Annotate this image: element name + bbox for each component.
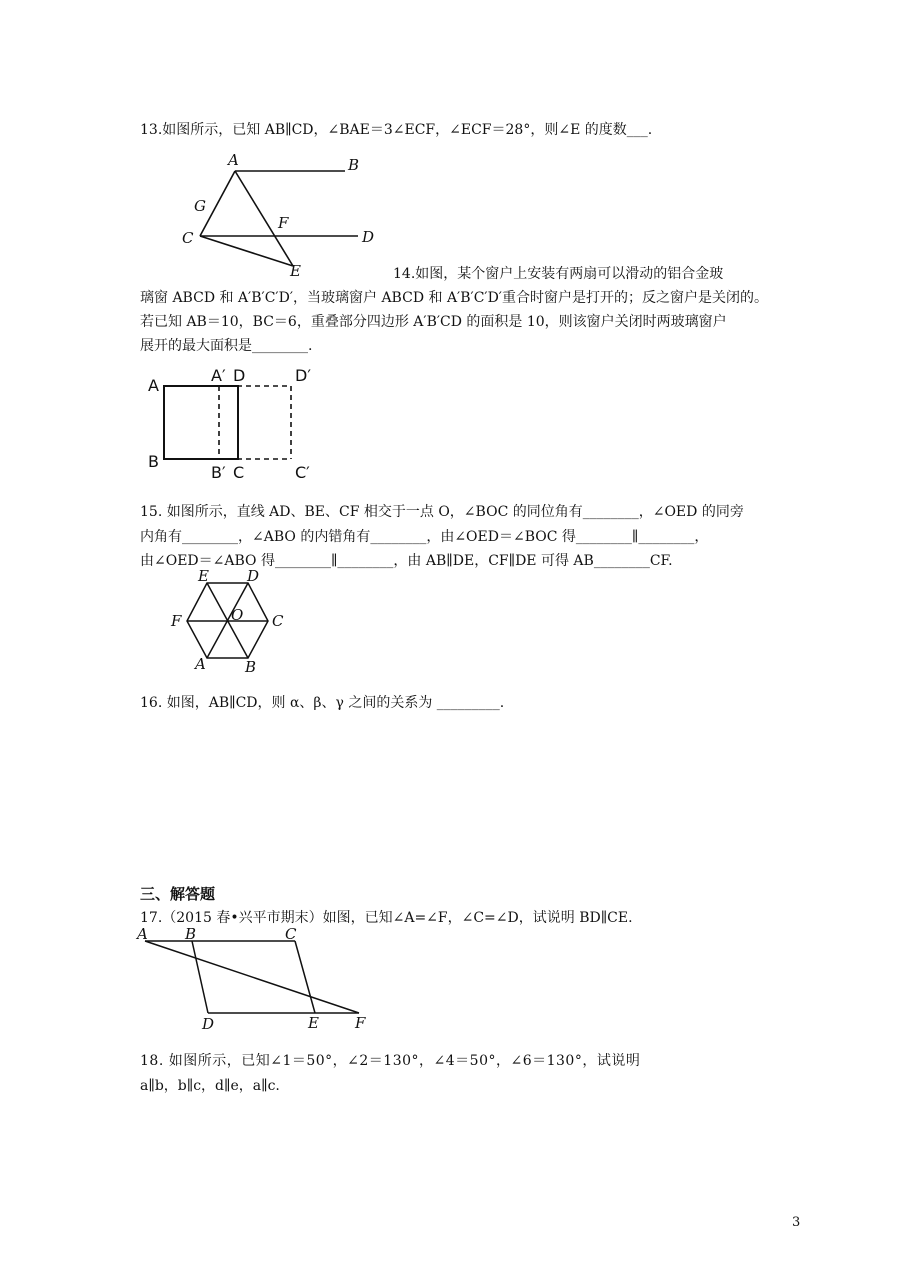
q13-label-e: E: [290, 262, 301, 280]
q14-label-c: C: [233, 463, 245, 482]
section-title: 三、解答题: [140, 885, 216, 903]
q15-hexagon-diagram: [165, 568, 290, 678]
q14-label-b: B: [148, 452, 159, 471]
q13-label-a: A: [228, 151, 239, 169]
q14-label-a: A: [148, 376, 159, 395]
q15-figure: [165, 568, 290, 678]
q17-line-bd: [192, 941, 208, 1013]
q14-label-d: D: [233, 366, 246, 385]
q15-line-1: 15. 如图所示，直线 AD、BE、CF 相交于一点 O，∠BOC 的同位角有________，∠OED 的同旁: [140, 504, 744, 520]
q16-text: 16. 如图，AB∥CD，则 α、β、γ 之间的关系为 _________.: [140, 695, 505, 711]
q18-line-1: 18. 如图所示，已知∠1＝50°，∠2＝130°，∠4＝50°，∠6＝130°，试说明: [140, 1053, 641, 1069]
q17-label-d: D: [202, 1015, 215, 1033]
q15-label-c: C: [272, 612, 284, 630]
q17-label-b: B: [185, 925, 197, 943]
q17-line-af: [145, 941, 359, 1013]
q14-label-b-prime: B′: [211, 463, 226, 482]
q13-line-ce: [200, 236, 293, 266]
q15-line-3: 由∠OED＝∠ABO 得________∥________，由 AB∥DE，CF∥DE 可得 AB________CF.: [140, 553, 673, 569]
q14-label-a-prime: A′: [211, 366, 226, 385]
q17-label-f: F: [355, 1014, 366, 1032]
q13-label-b: B: [348, 156, 360, 174]
q13-diagram: [180, 148, 380, 283]
q15-line-2: 内角有________，∠ABO 的内错角有________，由∠OED＝∠BOC 得________∥________，: [140, 529, 709, 545]
q15-label-f: F: [171, 612, 182, 630]
q17-line-ce: [295, 941, 315, 1013]
q14-line-2: 璃窗 ABCD 和 A′B′C′D′，当玻璃窗户 ABCD 和 A′B′C′D′重合时窗户是打开的；反之窗户是关闭的。: [140, 290, 768, 306]
q14-diagram: [145, 362, 325, 484]
q13-label-c: C: [182, 229, 194, 247]
q13-figure: [180, 148, 380, 283]
q17-text: 17.（2015 春•兴平市期末）如图，已知∠A=∠F，∠C=∠D，试说明 BD∥CE.: [140, 910, 633, 926]
q13-label-f: F: [278, 214, 289, 232]
q14-line-4: 展开的最大面积是________.: [140, 338, 313, 354]
q14-label-c-prime: C′: [295, 463, 310, 482]
q17-figure: [135, 925, 375, 1033]
q15-label-o: O: [231, 606, 244, 624]
q14-figure: [145, 362, 325, 484]
q17-label-c: C: [285, 925, 297, 943]
q15-label-b: B: [245, 658, 257, 676]
q17-label-a: A: [137, 925, 148, 943]
q14-label-d-prime: D′: [295, 366, 311, 385]
q13-label-g: G: [194, 197, 206, 215]
q15-label-d: D: [247, 567, 260, 585]
q17-diagram: [135, 925, 375, 1033]
q18-line-2: a∥b，b∥c，d∥e，a∥c.: [140, 1078, 280, 1094]
q13-text: 13.如图所示，已知 AB∥CD，∠BAE＝3∠ECF，∠ECF＝28°，则∠E 的度数___.: [140, 122, 653, 138]
q13-label-d: D: [362, 228, 375, 246]
q14-window-abcd: [164, 386, 238, 459]
q15-label-e: E: [198, 567, 209, 585]
page-number: 3: [792, 1215, 801, 1230]
q17-label-e: E: [308, 1014, 319, 1032]
q14-line-1: 14.如图，某个窗户上安装有两扇可以滑动的铝合金玻: [393, 266, 724, 282]
q15-label-a: A: [195, 655, 206, 673]
q14-line-3: 若已知 AB＝10，BC＝6，重叠部分四边形 A′B′CD 的面积是 10，则该窗户关闭时两玻璃窗户: [140, 314, 727, 330]
